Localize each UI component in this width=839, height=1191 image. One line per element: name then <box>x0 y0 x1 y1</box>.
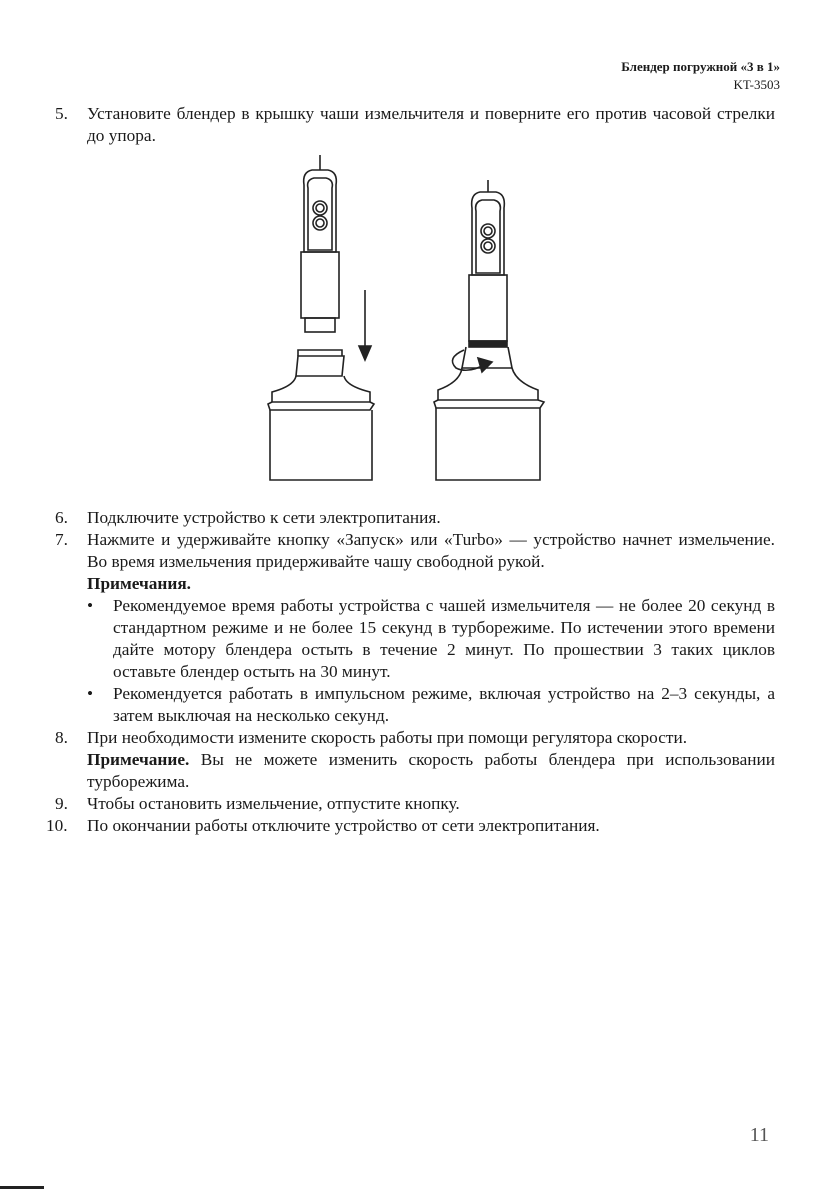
corner-rule <box>0 1186 44 1189</box>
step-8-note <box>55 749 775 793</box>
step-5-block <box>55 103 775 147</box>
step-10 <box>46 815 775 837</box>
step-10-text: По окончании работы отключите устройство от сети электропитания. <box>87 816 600 835</box>
step-6-text: Подключите устройство к сети электропитания. <box>87 508 441 527</box>
step-5-number: 5. <box>55 104 68 123</box>
steps-block <box>46 507 775 837</box>
page-number: 11 <box>749 1124 769 1146</box>
blender-illustration <box>250 150 570 490</box>
step-8-note-text: Вы не можете изменить скорость работы блендера при использовании турборежима. <box>87 750 775 791</box>
step-7-number: 7. <box>55 530 68 549</box>
note-bullet-1 <box>55 595 775 683</box>
document-header <box>621 58 780 94</box>
step-9-number: 9. <box>55 794 68 813</box>
step-5 <box>55 103 775 147</box>
step-9-text: Чтобы остановить измельчение, отпустите кнопку. <box>87 794 460 813</box>
blender-assembly-diagram <box>250 150 570 490</box>
step-8 <box>55 727 775 749</box>
step-7 <box>55 529 775 573</box>
step-6 <box>55 507 775 529</box>
note-bullet-1-text: Рекомендуемое время работы устройства с чашей измельчителя — не более 20 секунд в стандартном режиме и не более 15 секунд в турборежиме. По истечении этого времени дайте мотору блендера остыть в течение 2 минут. По прошествии 3 таких циклов оставьте блендер остыть на 30 минут. <box>113 596 775 681</box>
note-bullet-2-text: Рекомендуется работать в импульсном режиме, включая устройство на 2–3 секунды, а затем выключая на несколько секунд. <box>113 684 775 725</box>
notes-heading: Примечания. <box>87 574 191 593</box>
step-10-number: 10. <box>46 816 68 835</box>
step-8-number: 8. <box>55 728 68 747</box>
note-bullet-2 <box>55 683 775 727</box>
step-9 <box>55 793 775 815</box>
step-5-text: Установите блендер в крышку чаши измельчителя и поверните его против часовой стрелки до упора. <box>87 104 775 145</box>
bullet-marker: • <box>87 596 94 615</box>
step-6-number: 6. <box>55 508 68 527</box>
header-model: KT-3503 <box>733 77 780 92</box>
step-8-text: При необходимости измените скорость работы при помощи регулятора скорости. <box>87 728 688 747</box>
step-8-note-label: Примечание. <box>87 750 190 769</box>
bullet-marker: • <box>87 684 94 703</box>
step-7-text: Нажмите и удерживайте кнопку «Запуск» или «Turbo» — устройство начнет измельчение. Во время измельчения придерживайте чашу свободной рукой. <box>87 530 775 571</box>
header-title: Блендер погружной «3 в 1» <box>621 59 780 74</box>
